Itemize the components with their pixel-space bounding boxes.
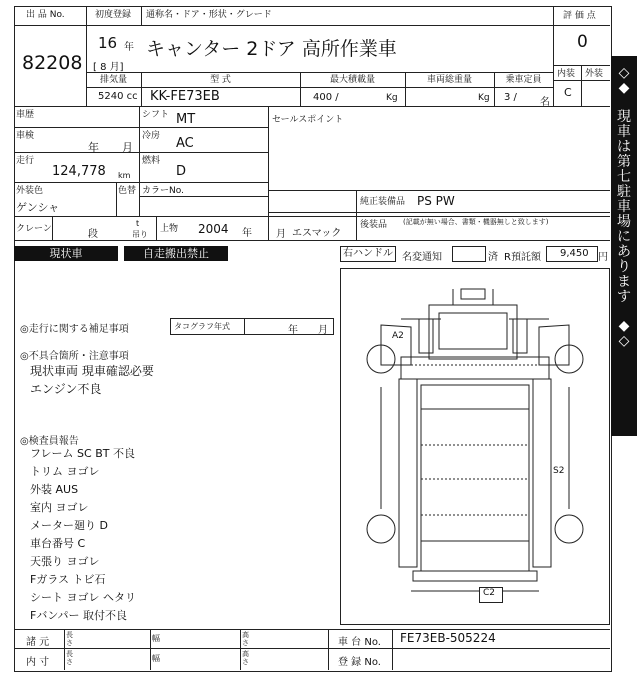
inspector-line: シート ヨゴレ ヘタリ <box>30 591 136 604</box>
first-reg-month: [ 8 月] <box>93 62 124 73</box>
notice-char: ◇ <box>618 65 630 81</box>
inspector-line: 室内 ヨゴレ <box>30 501 89 514</box>
width-label: 幅 <box>152 634 160 643</box>
recycle-unit: 円 <box>598 252 608 263</box>
height-label-2: 高さ <box>242 650 249 666</box>
inspector-line: Fガラス トビ石 <box>30 573 106 586</box>
tacho-label: タコグラフ年式 <box>174 322 230 331</box>
notice-char: ◆ <box>618 80 630 96</box>
notice-char: 現 <box>617 109 631 125</box>
defect-line: 現状車両 現車確認必要 <box>30 364 154 378</box>
first-reg-year: 16 <box>98 34 118 52</box>
score: 0 <box>577 32 588 52</box>
inspector-line: Fバンパー 取付不良 <box>30 609 128 622</box>
fuel-label: 燃料 <box>142 156 161 166</box>
color-no-label: カラーNo. <box>142 186 184 196</box>
upper-year-unit: 年 <box>242 228 252 239</box>
notice-char: り <box>617 259 631 275</box>
ac-label: 冷房 <box>142 131 161 141</box>
model-label: 型 式 <box>210 75 231 85</box>
score-label: 評 価 点 <box>563 11 596 21</box>
equipment: PS PW <box>417 194 455 208</box>
car-name-label: 通称名・ドア・形状・グレード <box>146 10 272 20</box>
lot-no-label: 出 品 No. <box>26 10 65 20</box>
upper-maker: エスマック <box>292 228 342 239</box>
inspector-list <box>30 445 136 625</box>
specs-label: 諸 元 <box>26 637 50 648</box>
equipment-label: 純正装備品 <box>360 197 406 207</box>
crane-label: クレーン <box>16 224 52 234</box>
inspector-line: 天張り ヨゴレ <box>30 555 100 568</box>
location-notice <box>611 56 637 436</box>
inspector-line: メーター廻り D <box>30 519 108 532</box>
crane-t: t <box>136 219 140 228</box>
max-load-unit: Kg <box>386 93 398 103</box>
upper-label: 上物 <box>160 224 179 234</box>
chassis-no: FE73EB-505224 <box>400 631 496 645</box>
gvw-label: 車両総重量 <box>426 75 472 85</box>
no-self-drive-badge: 自走搬出禁止 <box>124 246 228 261</box>
tacho-month: 月 <box>318 325 328 336</box>
exterior-label: 外装 <box>585 69 604 79</box>
driving-notes-title: ◎走行に関する補足事項 <box>20 324 129 335</box>
notice-char: 車 <box>617 199 631 215</box>
notice-char: ◆ <box>618 318 630 334</box>
length-label: 長さ <box>66 631 73 647</box>
inner-dim-label: 内 寸 <box>26 657 50 668</box>
inspector-line: トリム ヨゴレ <box>30 465 100 478</box>
damage-mark-s2: S2 <box>553 466 565 476</box>
inspector-line: 車台番号 C <box>30 537 86 550</box>
color-label: 外装色 <box>16 186 44 196</box>
first-reg-label: 初度登録 <box>95 10 132 20</box>
as-is-badge: 現状車 <box>14 246 118 261</box>
mileage-label: 走行 <box>16 156 35 166</box>
chassis-label: 車 台 No. <box>338 637 381 648</box>
defects-list <box>30 362 154 398</box>
max-load: 400 / <box>313 92 339 103</box>
color-change-label: 色替 <box>118 186 137 196</box>
truck-outline <box>341 269 609 624</box>
rhd-box: 右ハンドル <box>340 246 396 262</box>
height-label: 高さ <box>242 631 249 647</box>
inspector-line: 外装 AUS <box>30 483 79 496</box>
defect-line: エンジン不良 <box>30 382 102 396</box>
notice-char: 第 <box>617 154 631 170</box>
notice-char: 車 <box>617 124 631 140</box>
history-label: 車歴 <box>16 110 35 120</box>
interior-label: 内装 <box>557 69 576 79</box>
car-name: キャンター 2ドア 高所作業車 <box>146 38 397 60</box>
notice-char: 場 <box>617 214 631 230</box>
capacity-label: 乗車定員 <box>505 75 542 85</box>
notice-char: に <box>617 229 631 245</box>
name-change-label: 名変通知 <box>402 252 442 263</box>
tacho-year: 年 <box>288 325 298 336</box>
gvw-unit: Kg <box>478 93 490 103</box>
capacity: 3 / <box>504 92 517 103</box>
notice-char: は <box>617 139 631 155</box>
color: ゲンシャ <box>16 201 60 214</box>
recycle-prefix: 済 <box>488 252 498 263</box>
upper-year: 2004 <box>198 222 229 236</box>
damage-mark-c2: C2 <box>483 588 496 598</box>
retrofit-label: 後装品 <box>360 220 388 230</box>
exterior-grade: C <box>564 86 572 99</box>
damage-diagram <box>340 268 610 625</box>
mileage-unit: km <box>118 171 131 180</box>
first-reg-year-unit: 年 <box>124 42 134 53</box>
sales-point-label: セールスポイント <box>272 115 344 125</box>
mileage: 124,778 <box>52 164 106 179</box>
damage-mark-a2: A2 <box>392 331 404 341</box>
length-label-2: 長さ <box>66 650 73 666</box>
fuel: D <box>176 164 187 179</box>
notice-char: ま <box>617 274 631 290</box>
reg-label: 登 録 No. <box>338 657 381 668</box>
displacement: 5240 cc <box>98 91 138 102</box>
recycle-amount: 9,450 <box>560 248 589 259</box>
notice-char: 七 <box>617 169 631 185</box>
lot-no: 82208 <box>22 52 83 74</box>
crane-lift: 吊り <box>132 230 148 239</box>
notice-char: ◇ <box>618 333 630 349</box>
inspection-label: 車検 <box>16 131 35 141</box>
name-change-box <box>452 246 486 262</box>
shift: MT <box>176 112 196 127</box>
inspection-year: 年 <box>88 141 99 154</box>
inspector-title: ◎検査員報告 <box>20 436 79 447</box>
inspection-month: 月 <box>122 141 133 154</box>
ac: AC <box>176 136 194 151</box>
capacity-unit: 名 <box>540 97 550 108</box>
displacement-label: 排気量 <box>99 75 127 85</box>
defects-title: ◎不具合箇所・注意事項 <box>20 351 129 362</box>
notice-char: す <box>617 289 631 305</box>
retrofit-note: (記載が無い場合、書類・機器無しと致します) <box>403 218 549 226</box>
shift-label: シフト <box>142 110 170 120</box>
notice-char: あ <box>617 244 631 260</box>
width-label-2: 幅 <box>152 654 160 663</box>
max-load-label: 最大積載量 <box>329 75 375 85</box>
model: KK-FE73EB <box>150 89 220 104</box>
upper-month-unit: 月 <box>276 229 286 240</box>
crane-stage: 段 <box>88 229 98 240</box>
inspector-line: フレーム SC BT 不良 <box>30 447 135 460</box>
notice-char: 駐 <box>617 184 631 200</box>
recycle-label: R預託額 <box>504 252 541 263</box>
